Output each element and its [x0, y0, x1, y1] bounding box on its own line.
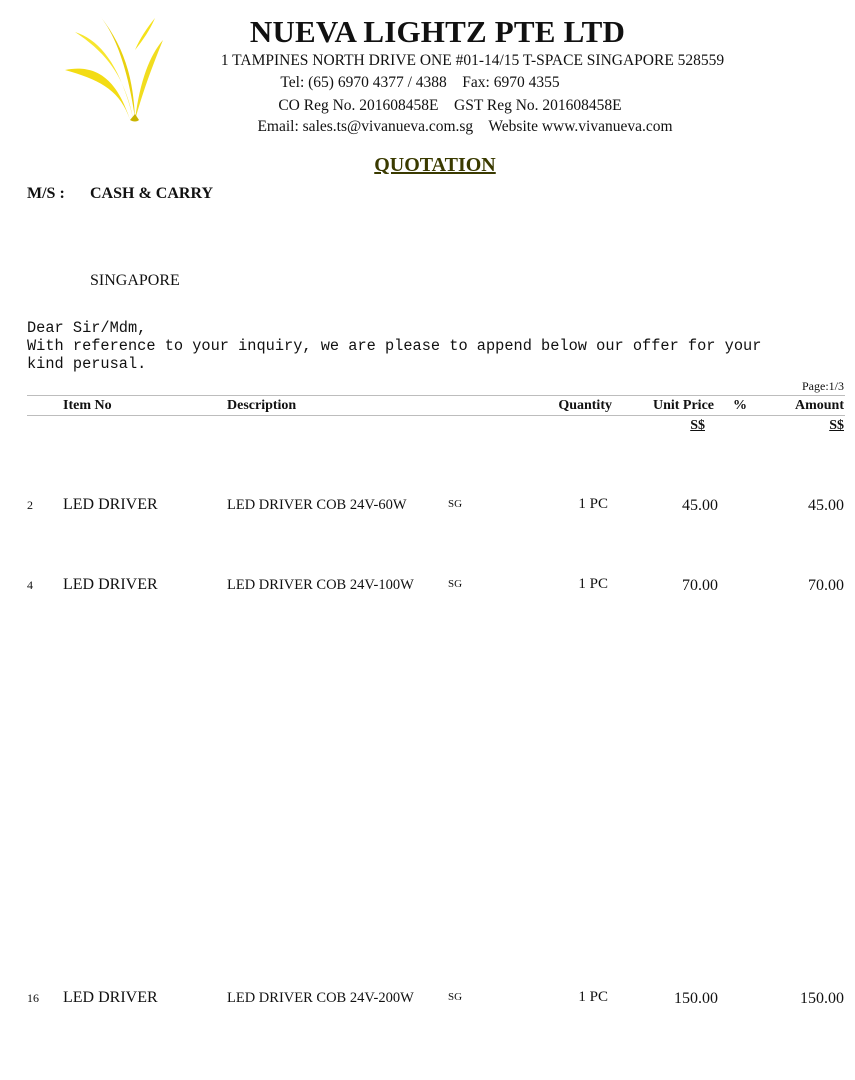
header-item-no: Item No: [63, 398, 112, 413]
row-number: 2: [27, 498, 33, 512]
letter-line-1: With reference to your inquiry, we are please to append below our offer for your: [27, 337, 762, 355]
row-unit-price: 70.00: [682, 577, 718, 594]
row-origin: SG: [448, 991, 463, 1003]
header-description: Description: [227, 398, 297, 413]
company-name: NUEVA LIGHTZ PTE LTD: [249, 14, 626, 49]
row-amount: 70.00: [808, 577, 844, 594]
letter-body: [27, 319, 761, 373]
row-description: LED DRIVER COB 24V-100W: [227, 577, 414, 593]
row-unit-price: 150.00: [674, 990, 718, 1007]
row-quantity: 1 PC: [578, 989, 608, 1005]
header-percent: %: [733, 398, 747, 413]
company-phone-fax: Tel: (65) 6970 4377 / 4388 Fax: 6970 4355: [280, 74, 560, 91]
table-header-rule: [27, 415, 845, 416]
row-item: LED DRIVER: [63, 989, 158, 1006]
row-origin: SG: [448, 498, 463, 510]
row-quantity: 1 PC: [578, 496, 608, 512]
row-number: 4: [27, 578, 33, 592]
row-item: LED DRIVER: [63, 576, 158, 593]
customer-name: CASH & CARRY: [90, 185, 213, 202]
table-row: [0, 576, 855, 600]
amount-currency: S$: [829, 418, 844, 433]
row-unit-price: 45.00: [682, 497, 718, 514]
company-registration: CO Reg No. 201608458E GST Reg No. 201608458E: [278, 97, 622, 114]
header-quantity: Quantity: [558, 398, 612, 413]
page-indicator: Page:1/3: [802, 379, 844, 393]
row-number: 16: [27, 991, 39, 1005]
unit-price-currency: S$: [690, 418, 705, 433]
letter-greeting: Dear Sir/Mdm,: [27, 319, 147, 337]
header-unit-price: Unit Price: [652, 398, 714, 413]
row-description: LED DRIVER COB 24V-200W: [227, 990, 414, 1006]
company-address: 1 TAMPINES NORTH DRIVE ONE #01-14/15 T-SPACE SINGAPORE 528559: [220, 52, 725, 69]
row-origin: SG: [448, 578, 463, 590]
table-row: [0, 496, 855, 520]
header-amount: Amount: [794, 398, 844, 413]
document-title: QUOTATION: [374, 154, 496, 176]
row-item: LED DRIVER: [63, 496, 158, 513]
company-contact: Email: sales.ts@vivanueva.com.sg Website www.vivanueva.com: [257, 118, 673, 135]
customer-label: M/S :: [27, 185, 65, 202]
table-row: [0, 989, 855, 1013]
table-top-rule: [27, 395, 845, 396]
row-description: LED DRIVER COB 24V-60W: [227, 497, 407, 513]
customer-country: SINGAPORE: [90, 272, 180, 289]
letter-line-2: kind perusal.: [27, 355, 147, 373]
row-quantity: 1 PC: [578, 576, 608, 592]
row-amount: 150.00: [800, 990, 844, 1007]
row-amount: 45.00: [808, 497, 844, 514]
